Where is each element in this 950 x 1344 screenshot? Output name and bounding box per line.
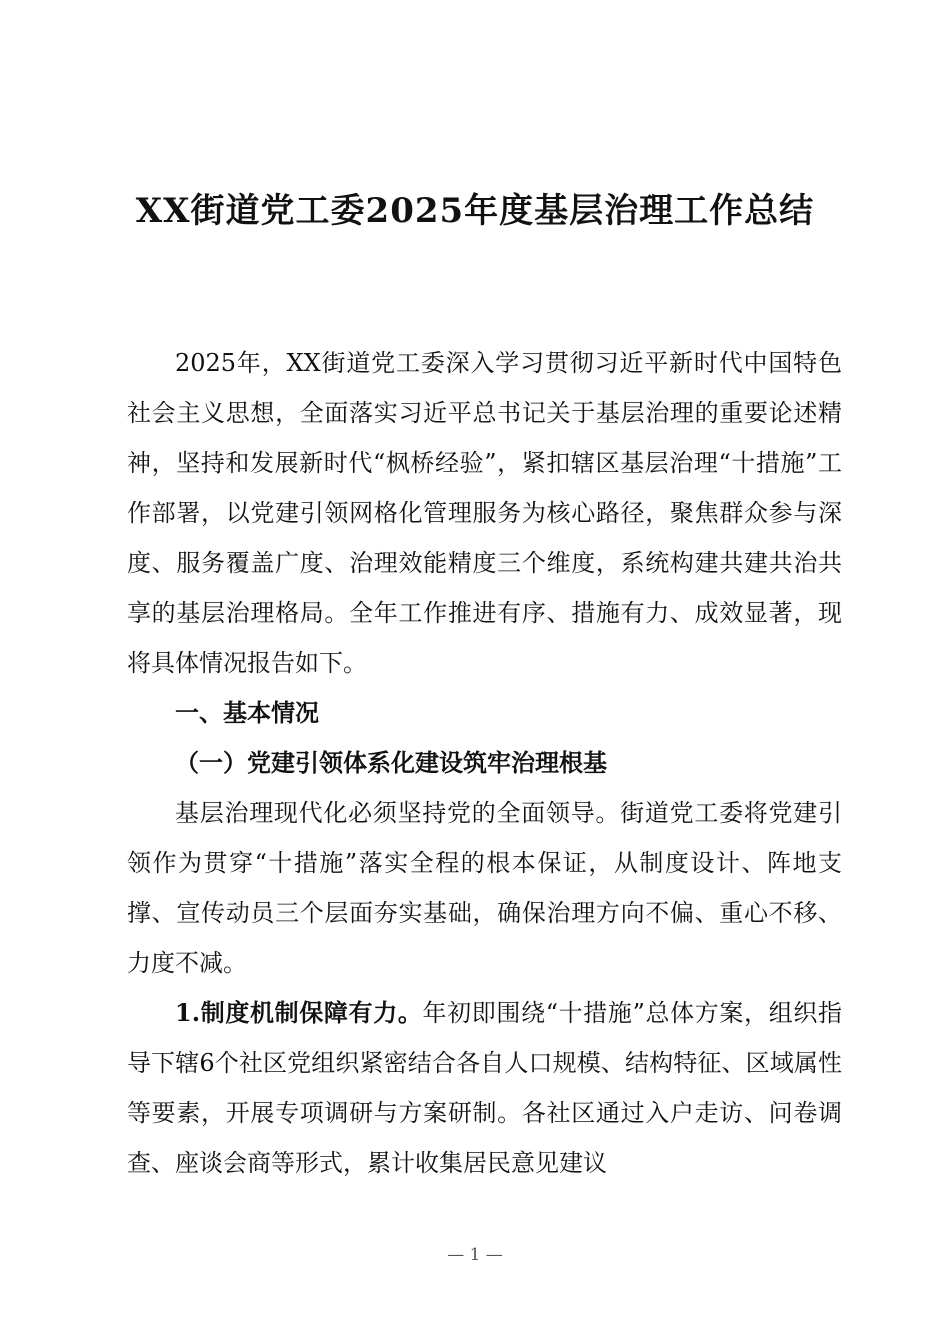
section-heading: 一、基本情况 — [175, 698, 319, 727]
document-title: XX街道党工委2025年度基层治理工作总结 — [135, 191, 815, 231]
subsection-paragraph: 基层治理现代化必须坚持党的全面领导。街道党工委将党建引领作为贯穿“十措施”落实全程的根本保证，从制度设计、阵地支撑、宣传动员三个层面夯实基础，确保治理方向不偏、重心不移、力度不减。 — [127, 799, 842, 977]
document-body — [127, 338, 842, 1188]
item-paragraph — [127, 988, 842, 1188]
subsection-heading: （一）党建引领体系化建设筑牢治理根基 — [175, 748, 607, 777]
intro-paragraph: 2025年，XX街道党工委深入学习贯彻习近平新时代中国特色社会主义思想，全面落实习近平总书记关于基层治理的重要论述精神，坚持和发展新时代“枫桥经验”，紧扣辖区基层治理“十措施”工作部署，以党建引领网格化管理服务为核心路径，聚焦群众参与深度、服务覆盖广度、治理效能精度三个维度，系统构建共建共治共享的基层治理格局。全年工作推进有序、措施有力、成效显著，现将具体情况报告如下。 — [127, 349, 842, 677]
page-number: — 1 — — [447, 1245, 503, 1265]
item-lead: 1.制度机制保障有力。 — [175, 998, 423, 1027]
item-text: 年初即围绕“十措施”总体方案，组织指导下辖6个社区党组织紧密结合各自人口规模、结构特征、区域属性等要素，开展专项调研与方案研制。各社区通过入户走访、问卷调查、座谈会商等形式，累计收集居民意见建议 — [127, 999, 842, 1177]
